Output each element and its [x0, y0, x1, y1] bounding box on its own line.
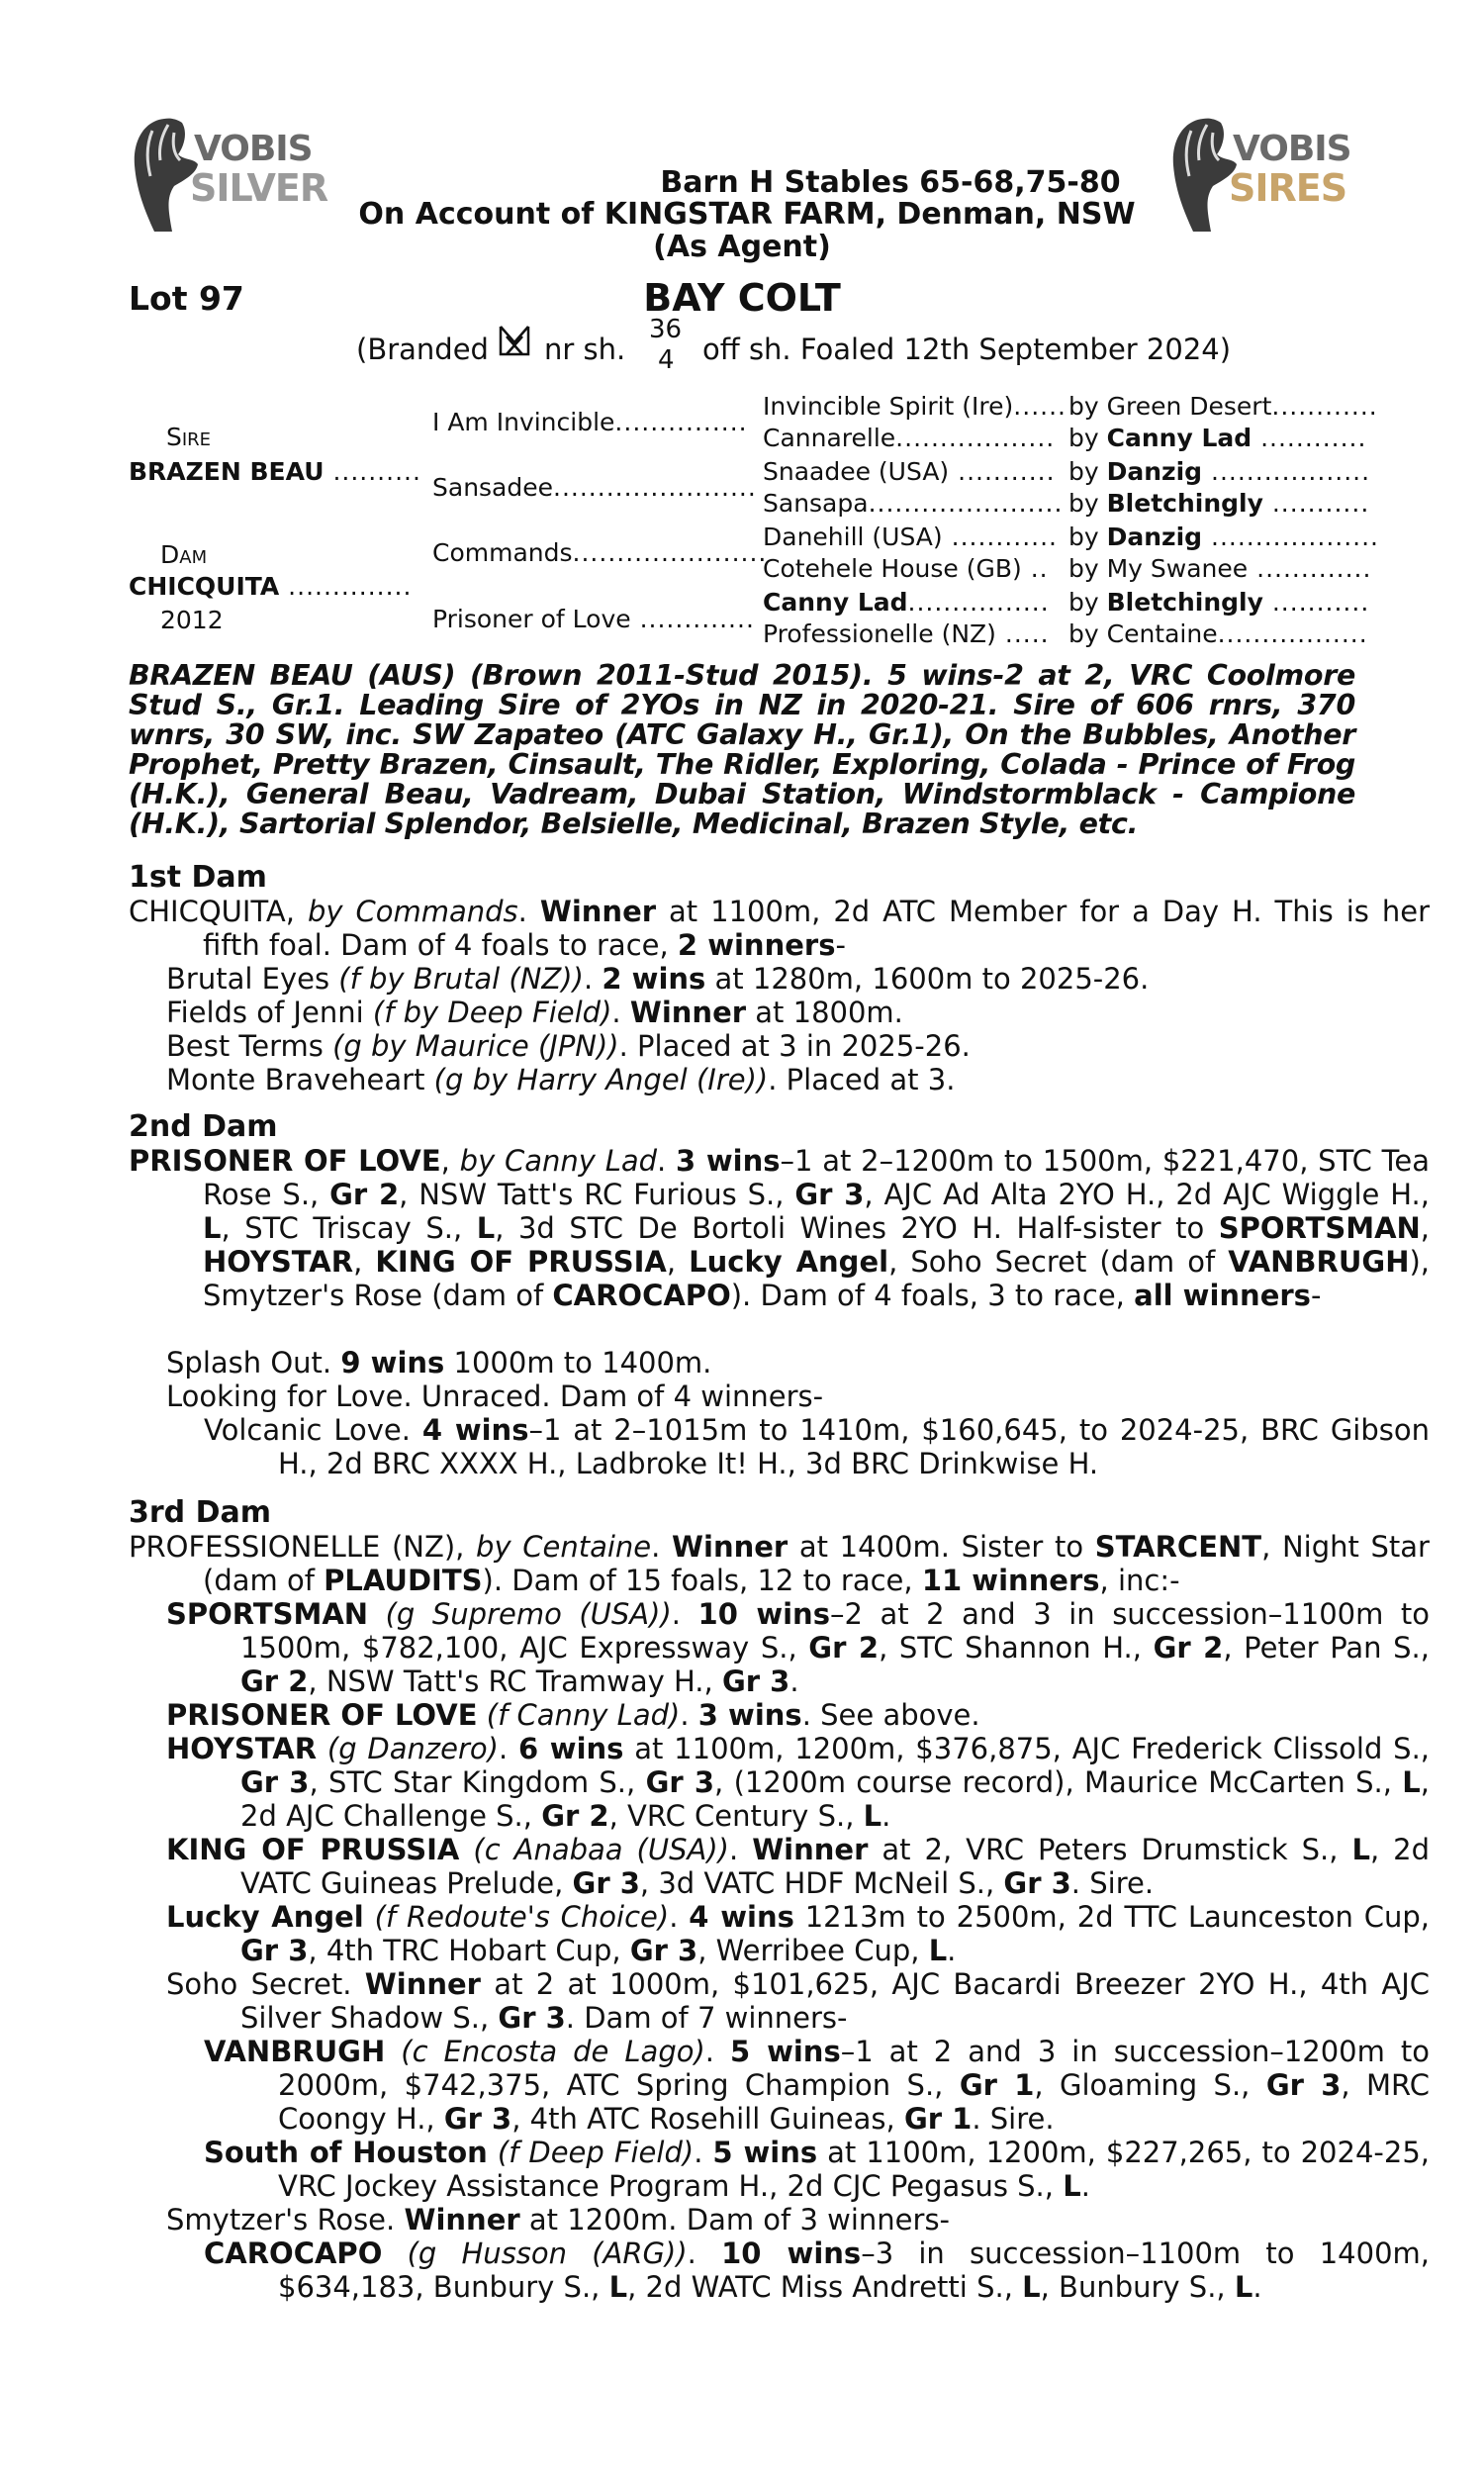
- pedigree-ggparent-sire: by Bletchingly ...........: [1068, 588, 1370, 617]
- first-dam-paragraph: CHICQUITA, by Commands. Winner at 1100m, 2d ATC Member for a Day H. This is her fifth foal. Dam of 4 foals to race, 2 winners-: [129, 895, 1431, 962]
- dam-foaled-year: 2012: [160, 606, 224, 634]
- progeny-entry: CAROCAPO (g Husson (ARG)). 10 wins–3 in succession–1100m to 1400m, $634,183, Bunbury S., L, 2d WATC Miss Andretti S., L, Bunbury S., L.: [204, 2236, 1430, 2304]
- lot-number: Lot 97: [129, 279, 244, 318]
- dam-row: CHICQUITA ..............: [129, 572, 413, 601]
- progeny-entry: South of Houston (f Deep Field). 5 wins at 1100m, 1200m, $227,265, to 2024-25, VRC Jockey Assistance Program H., 2d CJC Pegasus S., L.: [204, 2136, 1430, 2203]
- brand-number-top: 36: [649, 315, 683, 344]
- sire-label: Sire: [166, 423, 212, 451]
- pedigree-dam-dam: Prisoner of Love .............: [432, 605, 755, 633]
- brand-near-side: nr sh.: [544, 333, 626, 366]
- vendor-account: On Account of KINGSTAR FARM, Denman, NSW: [358, 197, 1136, 232]
- pedigree-dam-sire: Commands......................: [432, 538, 768, 567]
- progeny-entry: SPORTSMAN (g Supremo (USA)). 10 wins–2 at 2 and 3 in succession–1100m to 1500m, $782,100, AJC Expressway S., Gr 2, STC Shannon H., Gr 2, Peter Pan S., Gr 2, NSW Tatt's RC Tramway H., Gr 3.: [166, 1597, 1431, 1698]
- pedigree-ggparent-sire: by Canny Lad ............: [1068, 424, 1367, 452]
- logo-word-bottom: SILVER: [190, 166, 328, 210]
- progeny-entry: Best Terms (g by Maurice (JPN)). Placed at 3 in 2025-26.: [166, 1029, 971, 1063]
- logo-word-top: VOBIS: [1233, 129, 1351, 169]
- page-title: BAY COLT: [643, 276, 841, 320]
- progeny-entry: VANBRUGH (c Encosta de Lago). 5 wins–1 at 2 and 3 in succession–1200m to 2000m, $742,375, ATC Spring Champion S., Gr 1, Gloaming S., Gr 3, MRC Coongy H., Gr 3, 4th ATC Rosehill Guineas, Gr 1. Sire.: [204, 2035, 1430, 2136]
- dam-label: Dam: [160, 540, 208, 569]
- agent-note: (As Agent): [653, 230, 831, 264]
- logo-word-top: VOBIS: [194, 129, 313, 169]
- second-dam-paragraph: PRISONER OF LOVE, by Canny Lad. 3 wins–1 at 2–1200m to 1500m, $221,470, STC Tea Rose S., Gr 2, NSW Tatt's RC Furious S., Gr 3, AJC Ad Alta 2YO H., 2d AJC Wiggle H., L, STC Triscay S., L, 3d STC De Bortoli Wines 2YO H. Half-sister to SPORTSMAN, HOYSTAR, KING OF PRUSSIA, Lucky Angel, Soho Secret (dam of VANBRUGH), Smytzer's Rose (dam of CAROCAPO). Dam of 4 foals, 3 to race, all winners-: [129, 1144, 1431, 1312]
- pedigree-ggparent-sire: by Centaine.................: [1068, 619, 1368, 648]
- sire-name: BRAZEN BEAU: [129, 457, 325, 486]
- progeny-entry: Looking for Love. Unraced. Dam of 4 winners-: [166, 1380, 824, 1413]
- progeny-entry: Brutal Eyes (f by Brutal (NZ)). 2 wins at 1280m, 1600m to 2025-26.: [166, 962, 1150, 996]
- pedigree-ggparent-sire: by Danzig ...................: [1068, 523, 1379, 551]
- progeny-entry: Soho Secret. Winner at 2 at 1000m, $101,625, AJC Bacardi Breezer 2YO H., 4th AJC Silver Shadow S., Gr 3. Dam of 7 winners-: [166, 1967, 1430, 2035]
- third-dam-paragraph: PROFESSIONELLE (NZ), by Centaine. Winner at 1400m. Sister to STARCENT, Night Star (dam of PLAUDITS). Dam of 15 foals, 12 to race, 11 winners, inc:-: [129, 1530, 1430, 1597]
- brand-suffix: off sh. Foaled 12th September 2024): [702, 333, 1232, 366]
- dam-name: CHICQUITA: [129, 572, 280, 601]
- progeny-entry: Splash Out. 9 wins 1000m to 1400m.: [166, 1346, 712, 1380]
- brand-number-bottom: 4: [658, 345, 675, 375]
- progeny-entry: Fields of Jenni (f by Deep Field). Winner at 1800m.: [166, 996, 903, 1029]
- progeny-entry: Lucky Angel (f Redoute's Choice). 4 wins 1213m to 2500m, 2d TTC Launceston Cup, Gr 3, 4th TRC Hobart Cup, Gr 3, Werribee Cup, L.: [166, 1900, 1431, 1967]
- sire-notes: BRAZEN BEAU (AUS) (Brown 2011-Stud 2015). 5 wins-2 at 2, VRC Coolmore Stud S., Gr.1. Leading Sire of 2YOs in NZ in 2020-21. Sire of 606 rnrs, 370 wnrs, 30 SW, inc. SW Zapateo (ATC Galaxy H., Gr.1), On the Bubbles, Another Prophet, Pretty Brazen, Cinsault, The Ridler, Exploring, Colada - Prince of Frog (H.K.), General Beau, Vadream, Dubai Station, Windstormblack - Campione (H.K.), Sartorial Splendor, Belsielle, Medicinal, Brazen Style, etc.: [129, 659, 1355, 840]
- stables-location: Barn H Stables 65-68,75-80: [660, 165, 1121, 200]
- pedigree-sire-sire: I Am Invincible...............: [432, 408, 748, 436]
- progeny-entry: Monte Braveheart (g by Harry Angel (Ire)). Placed at 3.: [166, 1063, 956, 1096]
- progeny-entry: KING OF PRUSSIA (c Anabaa (USA)). Winner at 2, VRC Peters Drumstick S., L, 2d VATC Guineas Prelude, Gr 3, 3d VATC HDF McNeil S., Gr 3. Sire.: [166, 1833, 1431, 1900]
- progeny-entry: PRISONER OF LOVE (f Canny Lad). 3 wins. See above.: [166, 1698, 980, 1732]
- logo-word-bottom: SIRES: [1229, 166, 1347, 210]
- pedigree-sire-dam: Sansadee.......................: [432, 473, 757, 502]
- brand-line: [129, 315, 1355, 384]
- pedigree-ggparent-sire: by Bletchingly ...........: [1068, 489, 1370, 518]
- first-dam-heading: 1st Dam: [129, 860, 267, 895]
- pedigree-ggparent: Snaadee (USA) ...........: [763, 457, 1056, 486]
- pedigree-ggparent-sire: by My Swanee .............: [1068, 554, 1372, 583]
- pedigree-ggparent: Canny Lad................: [763, 588, 1050, 617]
- sire-row: BRAZEN BEAU ..........: [129, 457, 421, 486]
- pedigree-ggparent-sire: by Danzig ..................: [1068, 457, 1371, 486]
- pedigree-ggparent-sire: by Green Desert............: [1068, 392, 1378, 421]
- pedigree-ggparent: Cannarelle..................: [763, 424, 1056, 452]
- vobis-silver-logo: [125, 111, 328, 239]
- third-dam-heading: 3rd Dam: [129, 1495, 271, 1530]
- vobis-sires-logo: [1163, 111, 1361, 239]
- pedigree-ggparent: Professionelle (NZ) .....: [763, 619, 1050, 648]
- brand-prefix: (Branded: [356, 333, 489, 366]
- progeny-entry: Smytzer's Rose. Winner at 1200m. Dam of 3 winners-: [166, 2203, 951, 2236]
- progeny-entry: Volcanic Love. 4 wins–1 at 2–1015m to 1410m, $160,645, to 2024-25, BRC Gibson H., 2d BRC XXXX H., Ladbroke It! H., 3d BRC Drinkwise H.: [204, 1413, 1430, 1480]
- progeny-entry: HOYSTAR (g Danzero). 6 wins at 1100m, 1200m, $376,875, AJC Frederick Clissold S., Gr 3, STC Star Kingdom S., Gr 3, (1200m course record), Maurice McCarten S., L, 2d AJC Challenge S., Gr 2, VRC Century S., L.: [166, 1732, 1431, 1833]
- pedigree-ggparent: Danehill (USA) ............: [763, 523, 1058, 551]
- pedigree-ggparent: Invincible Spirit (Ire)......: [763, 392, 1067, 421]
- second-dam-heading: 2nd Dam: [129, 1109, 278, 1144]
- pedigree-ggparent: Cotehele House (GB) ..: [763, 554, 1049, 583]
- brand-mark-icon: [497, 323, 532, 358]
- pedigree-ggparent: Sansapa......................: [763, 489, 1064, 518]
